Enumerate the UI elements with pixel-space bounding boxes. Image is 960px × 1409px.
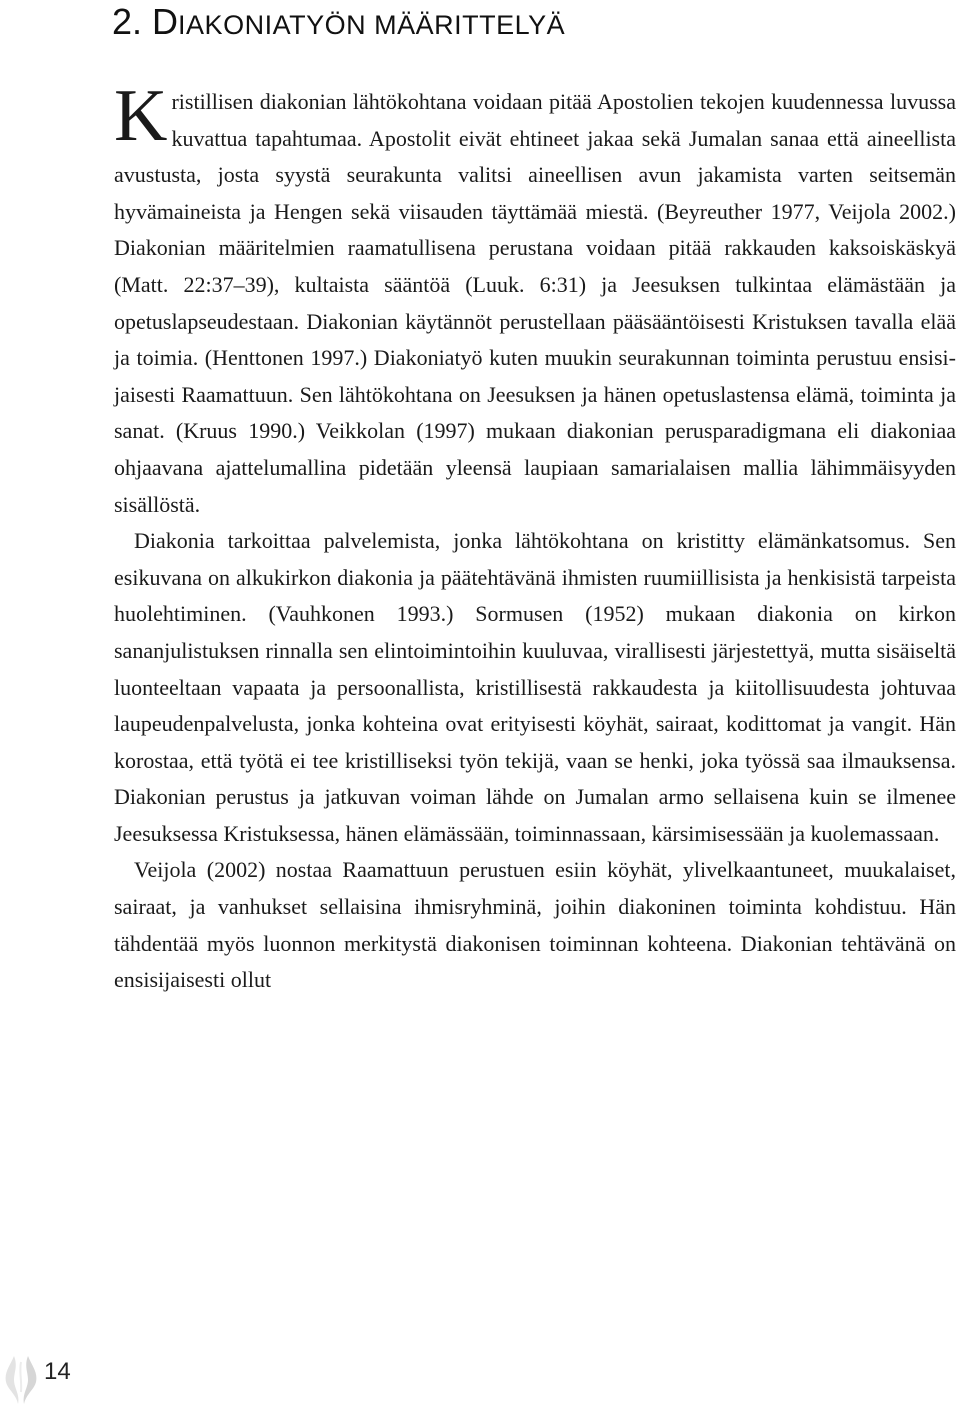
chapter-title-initial: D	[152, 1, 179, 42]
page-number: 14	[44, 1358, 71, 1385]
chapter-title-rest: IAKONIATYÖN MÄÄRITTELYÄ	[178, 10, 566, 40]
body-text	[114, 75, 956, 999]
paragraph-2: Diakonia tarkoittaa palvelemista, jonka lähtökohtana on kristitty elämänkatsomus. Sen esikuvana on alkukirkon diakonia ja päätehtävänä ihmisten ruumiillisista ja henkisistä tarpeista huolehtiminen. (Vauhkonen 1993.) Sormusen (1952) mukaan diakonia on kirkon sananjulistuksen rinnalla sen elintoimintoihin kuuluvaa, virallisesti järjestettyä, mutta sisäiseltä luonteeltaan vapaata ja persoonallista, kristillisestä rakkaudesta ja kiitollisuudesta johtuvaa laupeudenpalvelusta, jonka kohteina ovat erityisesti köyhät, sairaat, kodittomat ja vangit. Hän korostaa, että työtä ei tee kristilliseksi työn tekijä, vaan se henki, joka työssä saa ilmauksensa. Diakonian perustus ja jatkuvan voiman lähde on Jumalan armo sellaisena kuin se ilmenee Jeesuksessa Kristuksessa, hänen elämässään, toiminnassaan, kärsimisessään ja kuolemassaan.	[114, 528, 956, 846]
paragraph-1: Kristillisen diakonian lähtökohtana voidaan pitää Apostolien tekojen kuudennessa luvussa kuvattua tapahtumaa. Apostolit eivät ehtineet jakaa sekä Jumalan sanaa että aineellista avustusta, josta syystä seurakunta valitsi aineellisen avun jakamista varten seitsemän hyvämaineista ja Hengen sekä viisauden täyttämää miestä. (Beyreuther 1977, Veijola 2002.) Diakonian määritelmien raamatullisena perustana voidaan pitää rakkauden kaksoiskäskyä (Matt. 22:37–39), kultaista sääntöä (Luuk. 6:31) ja Jeesuksen tulkintaa elämästään ja opetuslapseudestaan. Diakonian käytännöt perustellaan pääsääntöisesti Kristuksen tavalla elää ja toimia. (Henttonen 1997.) Diakoniatyö kuten muukin seurakunnan toiminta perustuu ensisijaisesti Raamattuun. Sen lähtökohtana on Jeesuksen ja hänen opetuslastensa elämä, toiminta ja sanat. (Kruus 1990.) Veikkolan (1997) mukaan diakonian perusparadigmana eli diakoniaa ohjaavana ajattelumallina pidetään yleensä laupiaan samarialaisen mallia lähimmäisyyden sisällöstä.	[114, 75, 956, 517]
footer-logo-icon	[0, 1348, 44, 1408]
chapter-number: 2.	[112, 1, 143, 42]
paragraph-3: Veijola (2002) nostaa Raamattuun perustuen esiin köyhät, ylivelkaantuneet, muukalaiset, sairaat, ja vanhukset sellaisina ihmisryhminä, joihin diakoninen toiminta kohdistuu. Hän tähdentää myös luonnon merkitystä diakonisen toiminnan kohteena. Diakonian tehtävänä on ensisijaisesti ollut	[114, 857, 956, 993]
chapter-heading	[112, 2, 565, 45]
